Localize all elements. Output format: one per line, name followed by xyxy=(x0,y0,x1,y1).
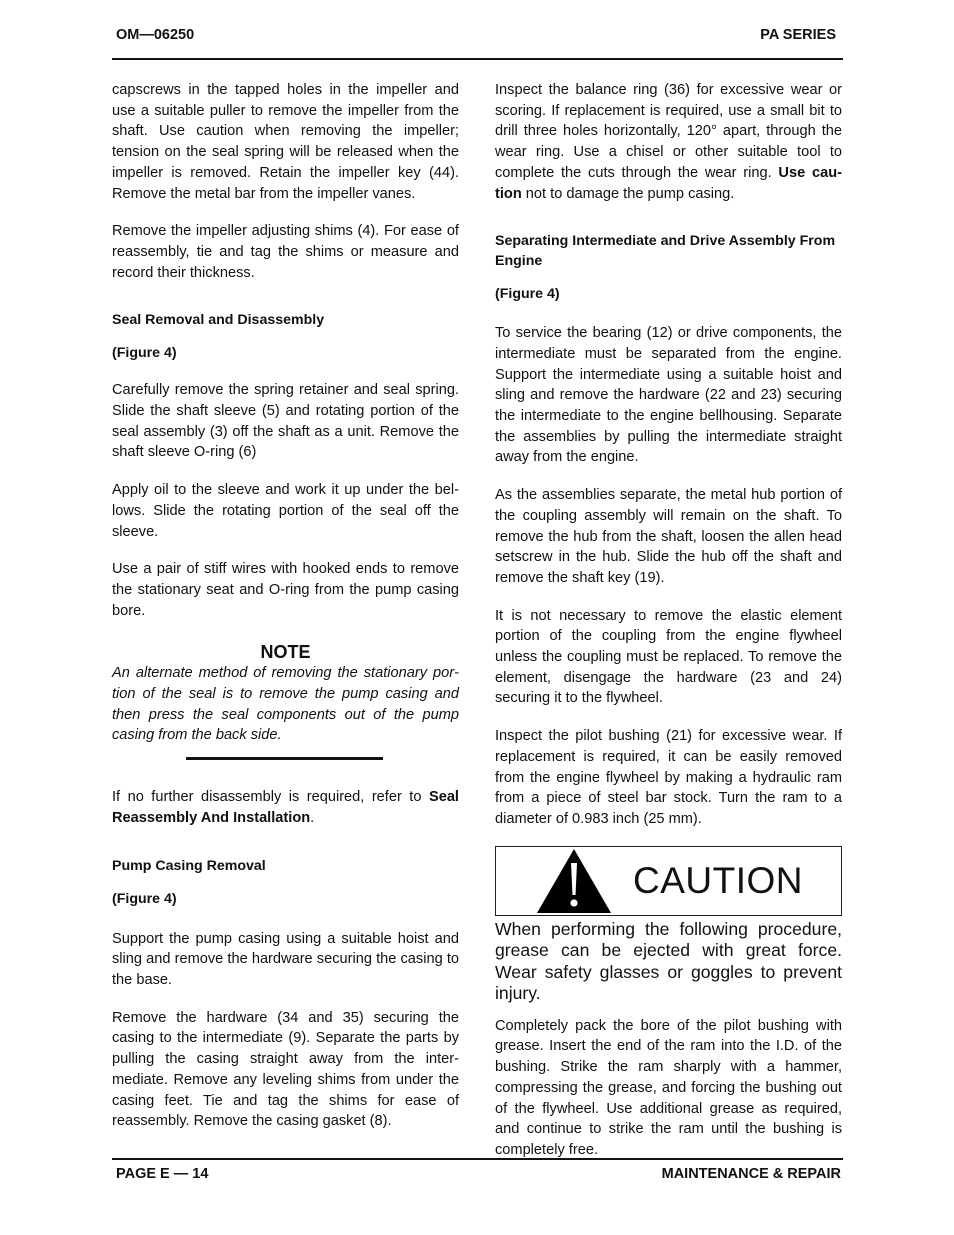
cross-reference: Seal Reassembly And Installation xyxy=(112,789,459,826)
paragraph: Carefully remove the spring retainer and seal spring. Slide the shaft sleeve (5) and rotating portion of the seal assembly (3) off the shaft as a unit. Remove the shaft sleeve O-ring (6) xyxy=(112,382,459,461)
note-text: An alternate method of removing the stationary portion of the seal is to remove the pump casing and then press the seal components out of the pump casing from the back side. xyxy=(112,665,459,744)
footer-rule xyxy=(112,1158,843,1160)
figure-reference: (Figure 4) xyxy=(495,286,560,303)
paragraph: Use a pair of stiff wires with hooked ends to remove the stationary seat and O-ring from the pump casing bore. xyxy=(112,561,459,619)
section-title: MAINTENANCE & REPAIR xyxy=(661,1166,841,1182)
section-heading: Pump Casing Removal xyxy=(112,857,266,874)
section-heading: Seal Removal and Disassembly xyxy=(112,312,325,329)
paragraph xyxy=(495,80,842,204)
figure-reference: (Figure 4) xyxy=(112,890,177,907)
paragraph-text: If no further disassembly is required, refer to xyxy=(112,789,429,806)
paragraph-text: Inspect the balance ring (36) for excessive wear or scoring. If replacement is required, use a small bit to drill three holes horizontally, 120° apart, through the wear ring. Use a chisel or other suitable tool to complete the cuts through the wear ring. xyxy=(495,82,842,181)
paragraph: To service the bearing (12) or drive components, the intermediate must be separated from the engine. Support the intermediate using a suitable hoist and sling and remove the hardware (22 and 23) securing the intermediate to the engine bellhousing. Separate the assemblies by pulling the intermediate straight away from the engine. xyxy=(495,325,842,466)
left-column xyxy=(112,80,459,1132)
paragraph-text: . xyxy=(310,809,315,826)
right-column xyxy=(495,80,842,1161)
paragraph: Apply oil to the sleeve and work it up under the bellows. Slide the rotating portion of the seal off the sleeve. xyxy=(112,482,459,540)
page-number: PAGE E — 14 xyxy=(116,1166,209,1182)
note-divider xyxy=(186,757,383,760)
caution-box xyxy=(495,846,842,916)
paragraph: capscrews in the tapped holes in the impeller and use a suitable puller to remove the impeller from the shaft. Use caution when removing the impeller; tension on the seal spring will be released when the impeller is removed. Retain the impeller key (44). Remove the metal bar from the impeller vanes. xyxy=(112,82,459,202)
paragraph: As the assemblies separate, the metal hub portion of the coupling assembly will remain on the shaft. To remove the hub from the shaft, loosen the allen head setscrew in the hub. Slide the hub off the shaft and remove the shaft key (19). xyxy=(495,487,842,586)
series-title: PA SERIES xyxy=(760,27,836,43)
paragraph: Inspect the pilot bushing (21) for excessive wear. If replacement is required, it can be easily removed from the engine flywheel by making a hydraulic ram from a piece of steel bar stock. Turn the ram to a diameter of 0.983 inch (25 mm). xyxy=(495,728,842,827)
paragraph: Remove the hardware (34 and 35) securing the casing to the intermediate (9). Separate the parts by pulling the casing straight away from the intermediate. Remove any leveling shims from under the casing feet. Tie and tag the shims for ease of reassembly. Remove the casing gasket (8). xyxy=(112,1009,459,1130)
paragraph: Support the pump casing using a suitable hoist and sling and remove the hardware securing the casing to the base. xyxy=(112,930,459,988)
section-heading: Separating Intermediate and Drive Assembly From Engine xyxy=(495,233,836,270)
figure-reference: (Figure 4) xyxy=(112,345,177,362)
paragraph: Completely pack the bore of the pilot bushing with grease. Insert the end of the ram into the I.D. of the bushing. Strike the ram sharply with a hammer, compressing the grease, and forcing the bushing out of the flywheel. Use additional grease as required, and continue to strike the ram until the bushing is completely free. xyxy=(495,1017,842,1158)
caution-text: When performing the following procedure, grease can be ejected with great force. Wear safety glasses or goggles to prevent injury. xyxy=(495,918,842,1004)
paragraph-text: not to damage the pump casing. xyxy=(521,185,735,202)
paragraph: It is not necessary to remove the elastic element portion of the coupling from the engine flywheel unless the coupling must be replaced. To remove the element, disengage the hardware (23 and 24) securing it to the flywheel. xyxy=(495,607,842,707)
caution-label: CAUTION xyxy=(633,859,803,901)
paragraph: Remove the impeller adjusting shims (4). For ease of reassembly, tie and tag the shims or measure and record their thickness. xyxy=(112,223,459,281)
header-rule xyxy=(112,58,843,60)
paragraph xyxy=(112,787,459,828)
emphasis-text: Use caution xyxy=(495,164,842,202)
warning-triangle-icon xyxy=(537,849,611,913)
document-id: OM—06250 xyxy=(116,27,195,43)
note-title: NOTE xyxy=(260,642,311,663)
